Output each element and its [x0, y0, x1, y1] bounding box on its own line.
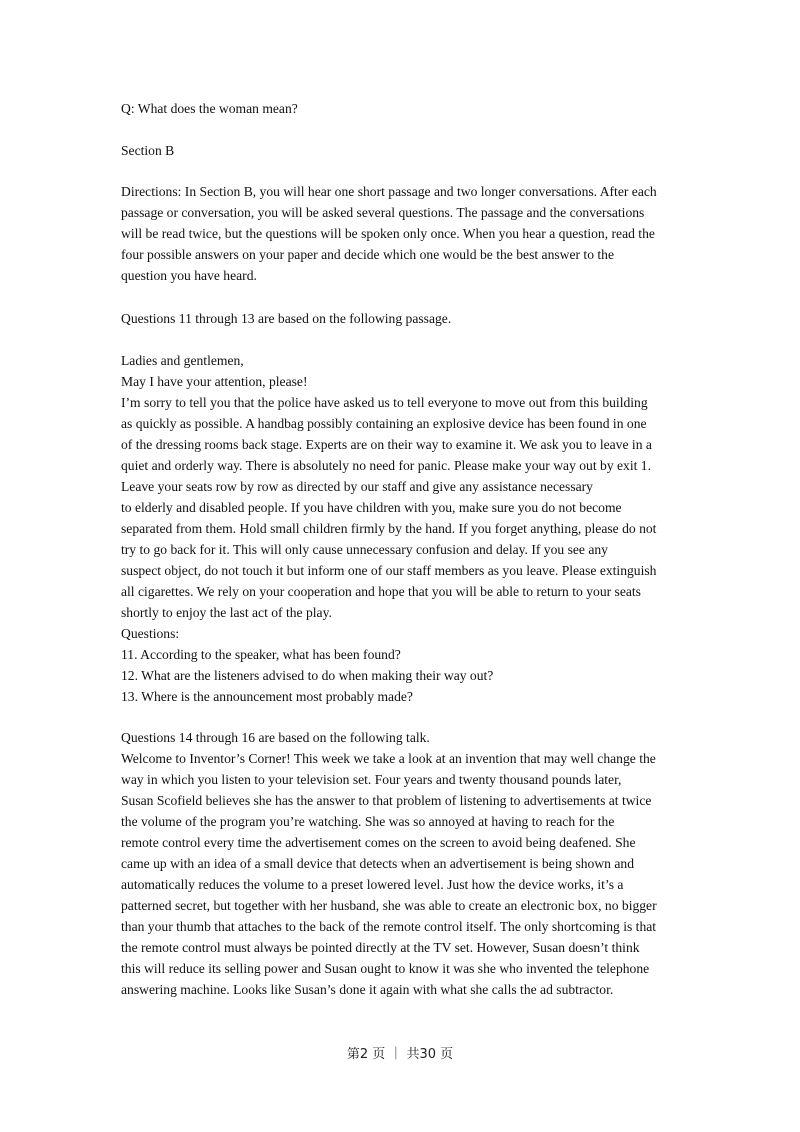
directions-paragraph: [121, 181, 681, 286]
passage1-line: try to go back for it. This will only cause unnecessary confusion and delay. If you see any: [121, 542, 608, 557]
directions-line: four possible answers on your paper and decide which one would be the best answer to the: [121, 247, 615, 262]
page-footer: 第2 页 ｜ 共30 页: [346, 1047, 454, 1062]
directions-line: will be read twice, but the questions will be spoken only once. When you hear a question, read the: [121, 226, 655, 241]
passage1-line: quiet and orderly way. There is absolutely no need for panic. Please make your way out by exit 1.: [121, 458, 652, 473]
passage2-line: way in which you listen to your television set. Four years and twenty thousand pounds later,: [121, 772, 622, 787]
passage2-line: remote control every time the advertisement comes on the screen to avoid being deafened. She: [121, 835, 636, 850]
directions-line: Directions: In Section B, you will hear one short passage and two longer conversations. After each: [121, 184, 657, 199]
passage1-intro: Questions 11 through 13 are based on the following passage.: [121, 311, 452, 326]
passage1-line: to elderly and disabled people. If you have children with you, make sure you do not become: [121, 500, 622, 515]
passage1-line: 13. Where is the announcement most probably made?: [121, 689, 413, 704]
passage2-line: the volume of the program you’re watching. She was so annoyed at having to reach for the: [121, 814, 615, 829]
passage2-line: automatically reduces the volume to a preset lowered level. Just how the device works, it’s a: [121, 877, 624, 892]
passage1-line: as quickly as possible. A handbag possibly containing an explosive device has been found in one: [121, 416, 647, 431]
passage1-line: Leave your seats row by row as directed by our staff and give any assistance necessary: [121, 479, 593, 494]
directions-line: question you have heard.: [121, 268, 257, 283]
passage1-line: all cigarettes. We rely on your cooperation and hope that you will be able to return to your seats: [121, 584, 641, 599]
passage1-line: 11. According to the speaker, what has been found?: [121, 647, 401, 662]
passage1-line: suspect object, do not touch it but inform one of our staff members as you leave. Please extinguish: [121, 563, 657, 578]
passage1-line: of the dressing rooms back stage. Experts are on their way to examine it. We ask you to leave in a: [121, 437, 652, 452]
passage1-line: separated from them. Hold small children firmly by the hand. If you forget anything, please do not: [121, 521, 657, 536]
passage1-line: shortly to enjoy the last act of the play.: [121, 605, 332, 620]
directions-line: passage or conversation, you will be asked several questions. The passage and the conversations: [121, 205, 645, 220]
passage2-line: Welcome to Inventor’s Corner! This week we take a look at an invention that may well change the: [121, 751, 656, 766]
passage1-line: I’m sorry to tell you that the police have asked us to tell everyone to move out from this building: [121, 395, 648, 410]
passage1: [121, 350, 681, 707]
passage1-line: Ladies and gentlemen,: [121, 353, 244, 368]
passage1-line: 12. What are the listeners advised to do when making their way out?: [121, 668, 494, 683]
passage1-line: Questions:: [121, 626, 180, 641]
passage1-line: May I have your attention, please!: [121, 374, 308, 389]
passage2-line: than your thumb that attaches to the back of the remote control itself. The only shortcoming is that: [121, 919, 657, 934]
passage2: [121, 748, 681, 1000]
passage2-line: the remote control must always be pointed directly at the TV set. However, Susan doesn’t think: [121, 940, 640, 955]
section-title: Section B: [121, 143, 175, 158]
passage2-line: this will reduce its selling power and Susan ought to know it was she who invented the telephone: [121, 961, 650, 976]
question-line: Q: What does the woman mean?: [121, 101, 298, 116]
passage2-intro: Questions 14 through 16 are based on the following talk.: [121, 730, 430, 745]
passage2-line: patterned secret, but together with her husband, she was able to create an electronic box, no bigger: [121, 898, 657, 913]
passage2-line: came up with an idea of a small device that detects when an advertisement is being shown and: [121, 856, 634, 871]
passage2-line: answering machine. Looks like Susan’s done it again with what she calls the ad subtractor.: [121, 982, 614, 997]
passage2-line: Susan Scofield believes she has the answer to that problem of listening to advertisements at twice: [121, 793, 652, 808]
